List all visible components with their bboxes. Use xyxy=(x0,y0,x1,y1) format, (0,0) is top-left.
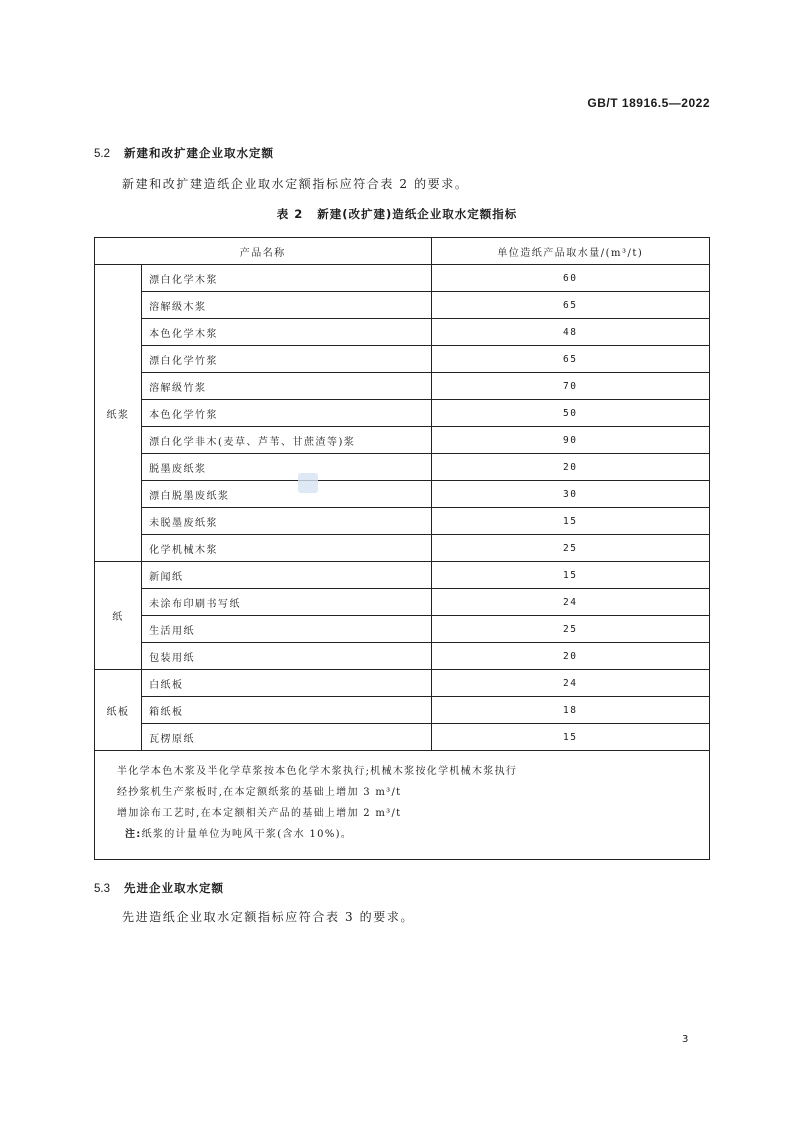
water-value: 65 xyxy=(431,292,709,319)
table-row xyxy=(95,373,710,400)
product-name: 未脱墨废纸浆 xyxy=(142,508,431,535)
product-name: 漂白脱墨废纸浆 xyxy=(142,481,431,508)
product-name: 本色化学木浆 xyxy=(142,319,431,346)
product-name: 未涂布印刷书写纸 xyxy=(142,589,431,616)
water-value: 65 xyxy=(431,346,709,373)
table-row xyxy=(95,346,710,373)
water-value: 90 xyxy=(431,427,709,454)
product-name: 脱墨废纸浆 xyxy=(142,454,431,481)
table-row xyxy=(95,427,710,454)
note-line-2: 经抄浆机生产浆板时,在本定额纸浆的基础上增加 3 m³/t xyxy=(117,787,402,798)
watermark-icon xyxy=(298,473,318,493)
water-value: 70 xyxy=(431,373,709,400)
table-title: 新建(改扩建)造纸企业取水定额指标 xyxy=(317,207,518,221)
standard-code: GB/T 18916.5—2022 xyxy=(587,96,710,110)
category-pulp: 纸浆 xyxy=(95,265,142,562)
product-name: 包装用纸 xyxy=(142,643,431,670)
note-text: 纸浆的计量单位为吨风干浆(含水 10%)。 xyxy=(141,829,353,840)
table-row xyxy=(95,454,710,481)
table-notes-row xyxy=(95,751,710,860)
water-value: 15 xyxy=(431,562,709,589)
section-title: 先进企业取水定额 xyxy=(124,881,224,895)
water-value: 15 xyxy=(431,508,709,535)
water-value: 25 xyxy=(431,535,709,562)
product-name: 漂白化学木浆 xyxy=(142,265,431,292)
table-header-row xyxy=(95,238,710,265)
table-row xyxy=(95,562,710,589)
header-water-intake: 单位造纸产品取水量/(m³/t) xyxy=(431,238,709,265)
product-name: 化学机械木浆 xyxy=(142,535,431,562)
table-row xyxy=(95,400,710,427)
water-value: 30 xyxy=(431,481,709,508)
product-name: 溶解级木浆 xyxy=(142,292,431,319)
product-name: 溶解级竹浆 xyxy=(142,373,431,400)
table-row xyxy=(95,589,710,616)
water-value: 24 xyxy=(431,589,709,616)
water-value: 48 xyxy=(431,319,709,346)
water-quota-table xyxy=(94,237,710,860)
water-value: 24 xyxy=(431,670,709,697)
table-row xyxy=(95,724,710,751)
water-value: 60 xyxy=(431,265,709,292)
product-name: 白纸板 xyxy=(142,670,431,697)
table-row xyxy=(95,535,710,562)
section-5-2-heading xyxy=(94,145,274,161)
table-row xyxy=(95,643,710,670)
product-name: 漂白化学非木(麦草、芦苇、甘蔗渣等)浆 xyxy=(142,427,431,454)
header-product-name: 产品名称 xyxy=(95,238,432,265)
section-5-2-paragraph: 新建和改扩建造纸企业取水定额指标应符合表 2 的要求。 xyxy=(122,177,469,191)
section-number: 5.3 xyxy=(94,883,110,895)
product-name: 箱纸板 xyxy=(142,697,431,724)
section-number: 5.2 xyxy=(94,148,110,160)
product-name: 瓦楞原纸 xyxy=(142,724,431,751)
note-line-4 xyxy=(117,824,709,845)
table-notes xyxy=(95,751,710,860)
table-number: 表 2 xyxy=(276,207,304,221)
product-name: 生活用纸 xyxy=(142,616,431,643)
section-5-3-paragraph: 先进造纸企业取水定额指标应符合表 3 的要求。 xyxy=(122,910,415,924)
note-line-1: 半化学本色木浆及半化学草浆按本色化学木浆执行;机械木浆按化学机械木浆执行 xyxy=(117,766,518,777)
page-number: 3 xyxy=(682,1034,689,1045)
table-row xyxy=(95,319,710,346)
table-row xyxy=(95,481,710,508)
category-paperboard: 纸板 xyxy=(95,670,142,751)
water-value: 50 xyxy=(431,400,709,427)
water-value: 25 xyxy=(431,616,709,643)
water-value: 20 xyxy=(431,454,709,481)
water-value: 20 xyxy=(431,643,709,670)
table-row xyxy=(95,670,710,697)
water-value: 15 xyxy=(431,724,709,751)
product-name: 漂白化学竹浆 xyxy=(142,346,431,373)
table-row xyxy=(95,265,710,292)
category-paper: 纸 xyxy=(95,562,142,670)
table-row xyxy=(95,697,710,724)
product-name: 本色化学竹浆 xyxy=(142,400,431,427)
note-line-3: 增加涂布工艺时,在本定额相关产品的基础上增加 2 m³/t xyxy=(117,808,402,819)
section-5-3-heading xyxy=(94,880,224,896)
section-title: 新建和改扩建企业取水定额 xyxy=(124,146,274,160)
product-name: 新闻纸 xyxy=(142,562,431,589)
table-row xyxy=(95,508,710,535)
water-value: 18 xyxy=(431,697,709,724)
table-row xyxy=(95,616,710,643)
note-label: 注: xyxy=(125,829,142,840)
table-row xyxy=(95,292,710,319)
table-caption xyxy=(0,206,794,222)
